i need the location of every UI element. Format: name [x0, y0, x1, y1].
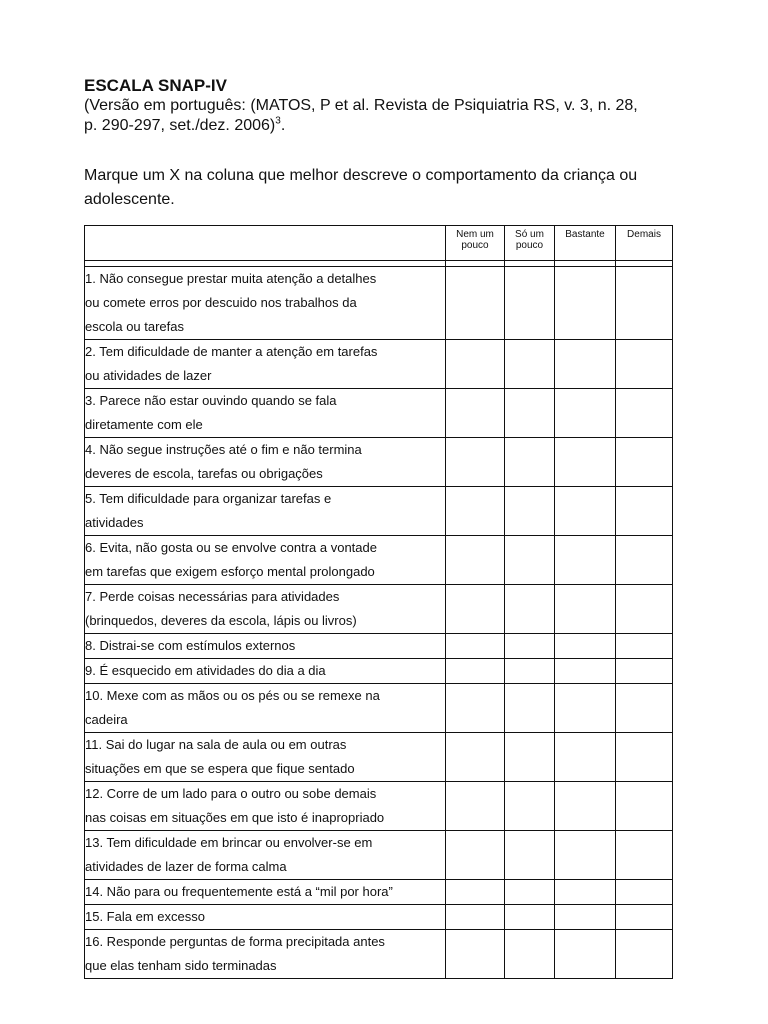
item-text-cell [85, 684, 446, 733]
table-row [85, 905, 673, 930]
answer-box-bastante[interactable] [555, 905, 616, 930]
answer-box-bastante[interactable] [555, 733, 616, 782]
item-text-line: atividades de lazer de forma calma [85, 859, 287, 874]
answer-box-bastante[interactable] [555, 930, 616, 979]
item-text-line: situações em que se espera que fique sentado [85, 761, 355, 776]
column-header-nem-um-pouco [446, 226, 505, 261]
column-header-line: pouco [515, 240, 544, 251]
answer-box-nem-um-pouco[interactable] [446, 267, 505, 340]
answer-box-demais[interactable] [616, 267, 673, 340]
answer-box-nem-um-pouco[interactable] [446, 389, 505, 438]
answer-box-nem-um-pouco[interactable] [446, 782, 505, 831]
instructions-line-1: Marque um X na coluna que melhor descreve o comportamento da criança ou [84, 167, 638, 184]
column-header-so-um-pouco [505, 226, 555, 261]
item-text-line: 16. Responde perguntas de forma precipitada antes [85, 934, 385, 949]
document-header [84, 76, 704, 136]
document-title: ESCALA SNAP-IV [84, 76, 227, 95]
answer-box-bastante[interactable] [555, 634, 616, 659]
table-row [85, 487, 673, 536]
answer-box-nem-um-pouco[interactable] [446, 905, 505, 930]
table-row [85, 536, 673, 585]
answer-box-demais[interactable] [616, 634, 673, 659]
item-text-line: nas coisas em situações em que isto é inapropriado [85, 810, 385, 825]
table-row [85, 634, 673, 659]
answer-box-demais[interactable] [616, 684, 673, 733]
answer-box-so-um-pouco[interactable] [505, 585, 555, 634]
table-row [85, 831, 673, 880]
answer-box-demais[interactable] [616, 389, 673, 438]
item-text-cell [85, 438, 446, 487]
answer-box-bastante[interactable] [555, 487, 616, 536]
answer-box-bastante[interactable] [555, 536, 616, 585]
table-row [85, 659, 673, 684]
snap-iv-table [84, 225, 673, 979]
item-text-cell [85, 905, 446, 930]
citation [84, 96, 704, 136]
answer-box-so-um-pouco[interactable] [505, 340, 555, 389]
answer-box-nem-um-pouco[interactable] [446, 536, 505, 585]
item-text-line: 14. Não para ou frequentemente está a “mil por hora” [85, 884, 393, 899]
item-text-line: (brinquedos, deveres da escola, lápis ou livros) [85, 613, 357, 628]
answer-box-bastante[interactable] [555, 831, 616, 880]
answer-box-bastante[interactable] [555, 659, 616, 684]
answer-box-nem-um-pouco[interactable] [446, 634, 505, 659]
item-text-line: diretamente com ele [85, 417, 203, 432]
item-text-cell [85, 267, 446, 340]
item-text-cell [85, 733, 446, 782]
answer-box-nem-um-pouco[interactable] [446, 831, 505, 880]
item-text-cell [85, 389, 446, 438]
table-header-blank-cell [85, 226, 446, 261]
item-text-line: 7. Perde coisas necessárias para atividades [85, 589, 340, 604]
answer-box-demais[interactable] [616, 438, 673, 487]
answer-box-bastante[interactable] [555, 438, 616, 487]
item-text-line: 15. Fala em excesso [85, 909, 205, 924]
column-header-demais [616, 226, 673, 261]
answer-box-nem-um-pouco[interactable] [446, 930, 505, 979]
item-text-line: 2. Tem dificuldade de manter a atenção em tarefas [85, 344, 378, 359]
column-header-line: Demais [627, 229, 661, 240]
table-row [85, 389, 673, 438]
item-text-cell [85, 585, 446, 634]
item-text-line: ou atividades de lazer [85, 368, 212, 383]
table-row [85, 930, 673, 979]
item-text-line: atividades [85, 515, 144, 530]
item-text-line: em tarefas que exigem esforço mental prolongado [85, 564, 375, 579]
item-text-line: que elas tenham sido terminadas [85, 958, 277, 973]
answer-box-bastante[interactable] [555, 267, 616, 340]
citation-reference-number: 3 [275, 115, 281, 127]
table-row [85, 267, 673, 340]
item-text-line: cadeira [85, 712, 128, 727]
item-text-line: escola ou tarefas [85, 319, 185, 334]
item-text-cell [85, 634, 446, 659]
item-text-cell [85, 659, 446, 684]
answer-box-bastante[interactable] [555, 782, 616, 831]
answer-box-demais[interactable] [616, 831, 673, 880]
instructions [84, 164, 704, 212]
answer-box-so-um-pouco[interactable] [505, 634, 555, 659]
table-row [85, 340, 673, 389]
answer-box-nem-um-pouco[interactable] [446, 684, 505, 733]
item-text-cell [85, 831, 446, 880]
answer-box-so-um-pouco[interactable] [505, 905, 555, 930]
answer-box-so-um-pouco[interactable] [505, 389, 555, 438]
answer-box-so-um-pouco[interactable] [505, 659, 555, 684]
column-header-bastante [555, 226, 616, 261]
table-row [85, 438, 673, 487]
answer-box-so-um-pouco[interactable] [505, 930, 555, 979]
item-text-line: 4. Não segue instruções até o fim e não termina [85, 442, 362, 457]
item-text-line: 6. Evita, não gosta ou se envolve contra a vontade [85, 540, 377, 555]
answer-box-demais[interactable] [616, 340, 673, 389]
item-text-cell [85, 880, 446, 905]
citation-line-1: (Versão em português: (MATOS, P et al. Revista de Psiquiatria RS, v. 3, n. 28, [84, 97, 638, 114]
answer-box-so-um-pouco[interactable] [505, 267, 555, 340]
column-header-line: Nem um [456, 229, 494, 240]
item-text-line: 3. Parece não estar ouvindo quando se fala [85, 393, 337, 408]
answer-box-bastante[interactable] [555, 684, 616, 733]
item-text-cell [85, 536, 446, 585]
answer-box-demais[interactable] [616, 536, 673, 585]
citation-line-2: p. 290-297, set./dez. 2006) [84, 117, 276, 134]
item-text-line: 11. Sai do lugar na sala de aula ou em outras [85, 737, 347, 752]
item-text-cell [85, 782, 446, 831]
answer-box-so-um-pouco[interactable] [505, 684, 555, 733]
table-row [85, 880, 673, 905]
answer-box-bastante[interactable] [555, 880, 616, 905]
answer-box-demais[interactable] [616, 733, 673, 782]
answer-box-demais[interactable] [616, 905, 673, 930]
item-text-line: 8. Distrai-se com estímulos externos [85, 638, 296, 653]
answer-box-nem-um-pouco[interactable] [446, 340, 505, 389]
answer-box-nem-um-pouco[interactable] [446, 487, 505, 536]
item-text-cell [85, 930, 446, 979]
answer-box-nem-um-pouco[interactable] [446, 880, 505, 905]
item-text-cell [85, 340, 446, 389]
answer-box-so-um-pouco[interactable] [505, 831, 555, 880]
column-header-line: pouco [461, 240, 489, 251]
table-row [85, 684, 673, 733]
item-text-line: 9. É esquecido em atividades do dia a dia [85, 663, 326, 678]
item-text-line: 12. Corre de um lado para o outro ou sobe demais [85, 786, 377, 801]
answer-box-so-um-pouco[interactable] [505, 880, 555, 905]
answer-box-demais[interactable] [616, 487, 673, 536]
answer-box-demais[interactable] [616, 659, 673, 684]
answer-box-so-um-pouco[interactable] [505, 536, 555, 585]
answer-box-demais[interactable] [616, 930, 673, 979]
item-text-line: 1. Não consegue prestar muita atenção a detalhes [85, 271, 377, 286]
answer-box-bastante[interactable] [555, 389, 616, 438]
item-text-line: 10. Mexe com as mãos ou os pés ou se remexe na [85, 688, 380, 703]
answer-box-so-um-pouco[interactable] [505, 782, 555, 831]
table-row [85, 585, 673, 634]
table-row [85, 782, 673, 831]
item-text-line: ou comete erros por descuido nos trabalhos da [85, 295, 357, 310]
answer-box-so-um-pouco[interactable] [505, 487, 555, 536]
answer-box-so-um-pouco[interactable] [505, 733, 555, 782]
snap-iv-table-body [85, 226, 673, 979]
item-text-line: 5. Tem dificuldade para organizar tarefas e [85, 491, 332, 506]
item-text-line: 13. Tem dificuldade em brincar ou envolver-se em [85, 835, 373, 850]
answer-box-so-um-pouco[interactable] [505, 438, 555, 487]
answer-box-nem-um-pouco[interactable] [446, 438, 505, 487]
item-text-line: deveres de escola, tarefas ou obrigações [85, 466, 323, 481]
answer-box-demais[interactable] [616, 585, 673, 634]
answer-box-demais[interactable] [616, 880, 673, 905]
answer-box-demais[interactable] [616, 782, 673, 831]
answer-box-nem-um-pouco[interactable] [446, 659, 505, 684]
table-row [85, 733, 673, 782]
answer-box-nem-um-pouco[interactable] [446, 733, 505, 782]
column-header-line: Bastante [565, 229, 605, 240]
instructions-line-2: adolescente. [84, 191, 175, 208]
item-text-cell [85, 487, 446, 536]
answer-box-nem-um-pouco[interactable] [446, 585, 505, 634]
citation-end: . [280, 117, 286, 134]
answer-box-bastante[interactable] [555, 340, 616, 389]
answer-box-bastante[interactable] [555, 585, 616, 634]
column-header-line: Só um [515, 229, 544, 240]
table-header-row [85, 226, 673, 261]
